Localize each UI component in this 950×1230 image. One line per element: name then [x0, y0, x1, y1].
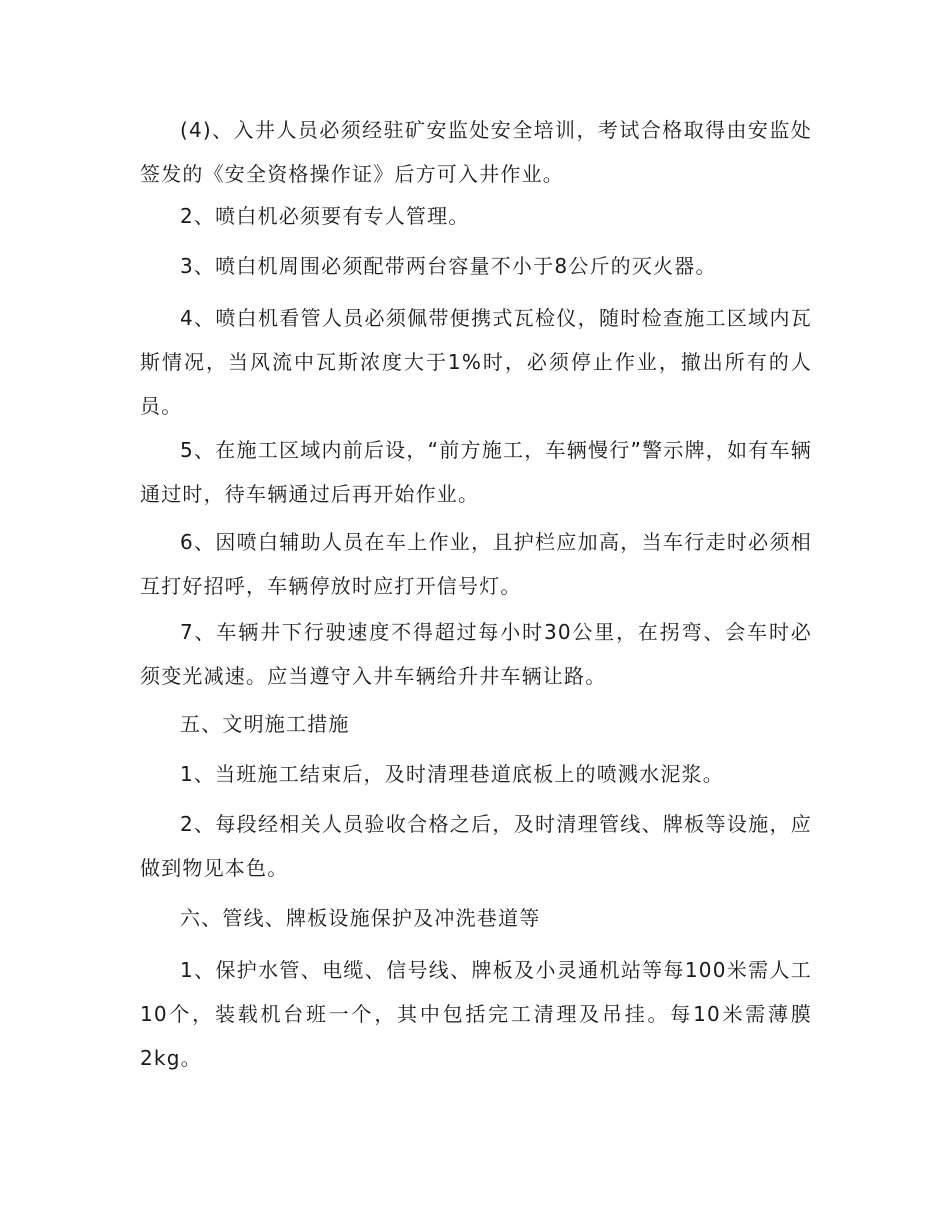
paragraph-speed-limit: 7、车辆井下行驶速度不得超过每小时30公里，在拐弯、会车时必须变光减速。应当遵守入井车辆给升井车辆让路。 [140, 620, 812, 688]
paragraph-gas-detection: 4、喷白机看管人员必须佩带便携式瓦检仪，随时检查施工区域内瓦斯情况，当风流中瓦斯浓度大于1%时，必须停止作业，撤出所有的人员。 [140, 306, 812, 418]
paragraph-cleanup-facilities: 2、每段经相关人员验收合格之后，及时清理管线、牌板等设施，应做到物见本色。 [140, 812, 812, 880]
paragraph-cleanup-shift: 1、当班施工结束后，及时清理巷道底板上的喷溅水泥浆。 [180, 762, 724, 786]
paragraph-vehicle-work: 6、因喷白辅助人员在车上作业，且护栏应加高，当车行走时必须相互打好招呼，车辆停放时应打开信号灯。 [140, 530, 812, 598]
paragraph-dedicated-management: 2、喷白机必须要有专人管理。 [180, 204, 470, 228]
paragraph-protection-resources: 1、保护水管、电缆、信号线、牌板及小灵通机站等每100米需人工10个，装载机台班一个，其中包括完工清理及吊挂。每10米需薄膜2kg。 [140, 958, 812, 1070]
paragraph-entry-training: (4)、入井人员必须经驻矿安监处安全培训，考试合格取得由安监处签发的《安全资格操作证》后方可入井作业。 [140, 118, 812, 186]
section-heading-protection-flushing: 六、管线、牌板设施保护及冲洗巷道等 [180, 906, 541, 930]
document-body [140, 108, 812, 1080]
section-heading-civilized-construction: 五、文明施工措施 [180, 712, 350, 736]
paragraph-fire-extinguishers: 3、喷白机周围必须配带两台容量不小于8公斤的灭火器。 [180, 254, 717, 278]
paragraph-warning-signs: 5、在施工区域内前后设，“前方施工，车辆慢行”警示牌，如有车辆通过时，待车辆通过后再开始作业。 [140, 438, 812, 506]
